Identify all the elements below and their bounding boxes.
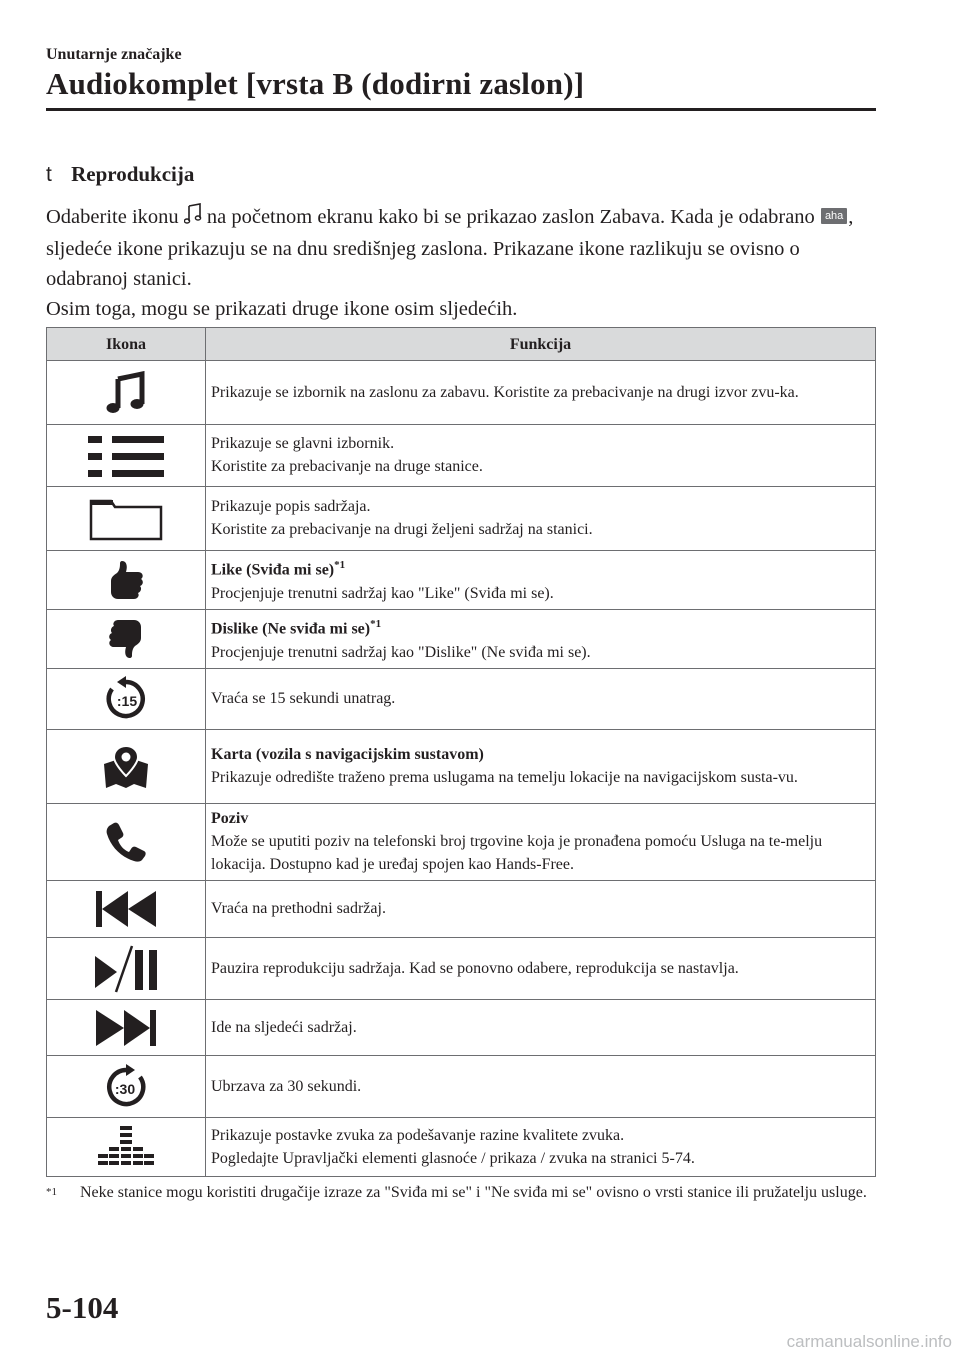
play-pause-icon [93, 944, 159, 994]
page-title: Audiokomplet [vrsta B (dodirni zaslon)] [46, 66, 585, 101]
table-row [47, 425, 876, 487]
music-note-icon [104, 371, 148, 415]
column-header-function: Funkcija [206, 328, 876, 361]
table-row [47, 804, 876, 881]
function-desc: Može se uputiti poziv na telefonski broj trgovine koja je pronađena pomoću Usluga na te-melju lokacija. Dostupno kad je uređaj spojen kao Hands-Free. [211, 833, 823, 873]
footnote [46, 1181, 876, 1204]
function-desc: Prikazuje popis sadržaja. Koristite za prebacivanje na drugi željeni sadržaj na stanici. [211, 498, 593, 538]
intro-text-1: Odaberite ikonu [46, 206, 184, 228]
table-row [47, 610, 876, 669]
phone-icon [104, 820, 148, 864]
function-cell [206, 487, 876, 551]
skip-back-icon [94, 889, 158, 929]
icon-function-table [46, 327, 876, 1177]
function-cell [206, 938, 876, 1000]
function-desc: Vraća na prethodni sadržaj. [211, 900, 386, 917]
function-desc: Procjenjuje trenutni sadržaj kao "Like" (Sviđa mi se). [211, 584, 554, 602]
footnote-ref: *1 [334, 559, 346, 572]
table-row [47, 1118, 876, 1177]
table-row [47, 487, 876, 551]
intro-paragraph-2: Osim toga, mogu se prikazati druge ikone osim sljedećih. [46, 298, 518, 320]
icon-cell [47, 669, 206, 730]
rewind-15-label: :15 [116, 693, 138, 709]
function-title: Karta (vozila s navigacijskim sustavom) [211, 746, 484, 763]
intro-paragraph-1 [46, 202, 876, 294]
table-row [47, 551, 876, 610]
icon-cell [47, 487, 206, 551]
function-desc: Ubrzava za 30 sekundi. [211, 1077, 362, 1095]
function-title-text: Like (Sviđa mi se) [211, 561, 335, 579]
icon-cell [47, 1118, 206, 1177]
footnote-text: Neke stanice mogu koristiti drugačije izraze za "Sviđa mi se" i "Ne sviđa mi se" ovisno o vrsti stanice ili pružatelju usluge. [80, 1184, 867, 1201]
sub-heading-text: Reprodukcija [71, 162, 195, 186]
aha-badge: aha [821, 208, 847, 224]
thumbs-down-icon [104, 617, 148, 661]
intro-text-3: , sljedeće ikone prikazuju se na dnu središnjeg zaslona. Prikazane ikone razlikuju se ovisno o odabranoj stanici. [46, 206, 854, 290]
sub-heading-marker: t [46, 163, 52, 186]
function-desc: Prikazuje postavke zvuka za podešavanje razine kvalitete zvuka. Pogledajte Upravljački elementi glasnoće / prikaza / zvuka na stranici 5-74. [211, 1126, 695, 1167]
section-label: Unutarnje značajke [46, 46, 182, 63]
function-title: Poziv [211, 810, 249, 827]
function-desc: Prikazuje odredište traženo prema uslugama na temelju lokacije na navigacijskom susta-vu. [211, 769, 798, 786]
footnote-mark [46, 1181, 57, 1208]
function-desc: Procjenjuje trenutni sadržaj kao "Dislike" (Ne sviđa mi se). [211, 643, 591, 661]
function-desc: Prikazuje se izbornik na zaslonu za zabavu. Koristite za prebacivanje na drugi izvor zvu-ka. [211, 383, 799, 401]
thumbs-up-icon [104, 558, 148, 602]
table-row [47, 730, 876, 804]
table-row [47, 881, 876, 938]
icon-cell [47, 1056, 206, 1118]
function-title [211, 554, 867, 581]
folder-icon [89, 497, 163, 541]
function-cell [206, 881, 876, 938]
watermark: carmanualsonline.info [786, 1332, 952, 1351]
equalizer-icon [98, 1124, 154, 1170]
table-row [47, 1056, 876, 1118]
function-cell [206, 1118, 876, 1177]
footnote-ref: *1 [370, 618, 382, 631]
rewind-15-icon [102, 675, 150, 723]
table-row [47, 669, 876, 730]
list-menu-icon [86, 432, 166, 480]
function-cell [206, 361, 876, 425]
icon-cell [47, 730, 206, 804]
function-cell [206, 804, 876, 881]
icon-cell [47, 425, 206, 487]
function-cell [206, 730, 876, 804]
function-cell [206, 425, 876, 487]
icon-cell [47, 938, 206, 1000]
function-desc: Ide na sljedeći sadržaj. [211, 1018, 357, 1036]
sub-heading [46, 162, 194, 187]
forward-30-icon [102, 1063, 150, 1111]
table-header-row [47, 328, 876, 361]
function-cell [206, 1056, 876, 1118]
icon-cell [47, 551, 206, 610]
table-row [47, 1000, 876, 1056]
forward-30-label: :30 [114, 1080, 136, 1097]
icon-cell [47, 610, 206, 669]
column-header-icon: Ikona [47, 328, 206, 361]
music-note-icon [184, 203, 202, 234]
map-pin-icon [102, 744, 150, 790]
icon-cell [47, 804, 206, 881]
icon-cell [47, 881, 206, 938]
function-desc: Prikazuje se glavni izbornik. Koristite za prebacivanje na druge stanice. [211, 435, 483, 475]
function-cell [206, 1000, 876, 1056]
icon-cell [47, 361, 206, 425]
title-rule [46, 108, 876, 111]
function-cell [206, 551, 876, 610]
table-row [47, 361, 876, 425]
function-title-text: Dislike (Ne sviđa mi se) [211, 620, 371, 638]
page-number: 5-104 [46, 1290, 119, 1325]
function-title [211, 613, 867, 640]
function-desc: Pauzira reprodukciju sadržaja. Kad se ponovno odabere, reprodukcija se nastavlja. [211, 959, 739, 977]
function-cell [206, 669, 876, 730]
intro-text-2: na početnom ekranu kako bi se prikazao zaslon Zabava. Kada je odabrano [201, 206, 820, 228]
table-row [47, 938, 876, 1000]
skip-forward-icon [94, 1008, 158, 1048]
function-cell [206, 610, 876, 669]
intro-text [46, 202, 876, 324]
function-desc: Vraća se 15 sekundi unatrag. [211, 690, 396, 707]
footnote-mark-text: *1 [46, 1186, 57, 1198]
icon-cell [47, 1000, 206, 1056]
